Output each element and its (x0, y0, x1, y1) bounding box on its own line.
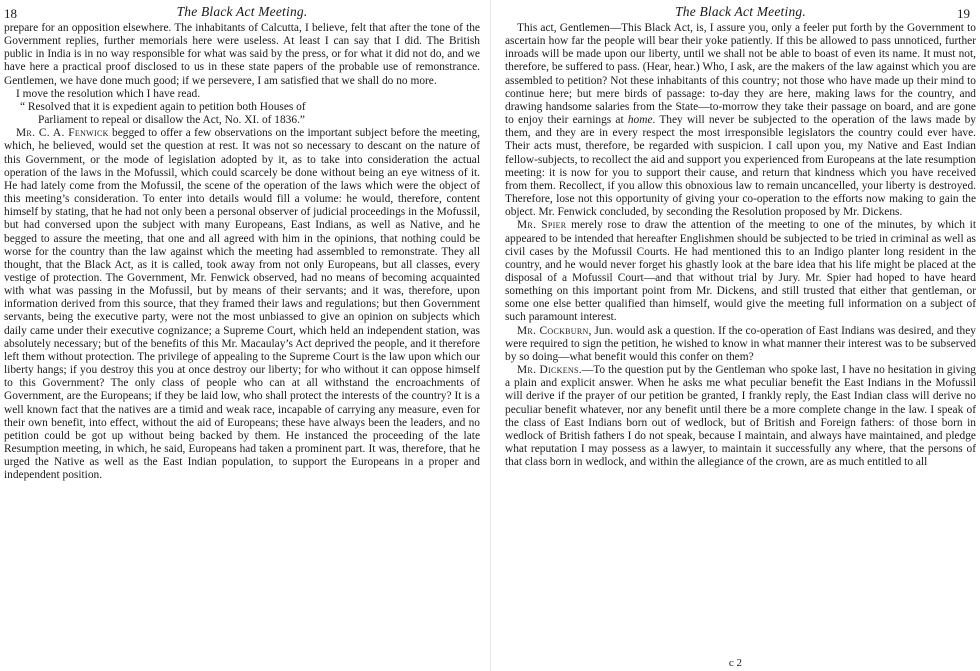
speech-text: , Jun. would ask a question. If the co-operation of East Indians was desired, and they were required to sign the petition, he wished to know in what manner their interest was to be subserved by so doing—what benefit would this confer on them? (505, 324, 976, 363)
signature-mark: c 2 (728, 657, 743, 669)
running-title: The Black Act Meeting. (176, 4, 308, 19)
cockburn-paragraph (505, 325, 976, 364)
emphasis: home (627, 114, 653, 127)
speaker-name: Mr. Cockburn (517, 324, 589, 337)
paragraph: prepare for an opposition elsewhere. The inhabitants of Calcutta, I believe, felt that after the tone of the Government replies, further memorials here were useless. At least I can say that I did. The British public in India is in no way responsible for what was said by the press, or for what it did not do, and we have here a practical proof disclosed to us in these state papers of the probable use of remonstrance. Gentlemen, we have done much good; if we persevere, I am satisfied that we shall do no more. (4, 22, 480, 87)
right-page-body (505, 22, 976, 483)
spacer (505, 469, 976, 483)
page-number: 18 (4, 6, 17, 21)
resolution-quote: Parliament to repeal or disallow the Act, No. XI. of 1836.” (38, 114, 305, 127)
speech-text: —To the question put by the Gentleman who spoke last, I have no hesitation in giving a plain and explicit answer. When he asks me what peculiar benefit the East Indians in the Mofussil will derive if the prayer of our petition be granted, I frankly reply, the East Indian class will derive no peculiar benefit whatever, nor any benefit until there be a more complete change in the law. I speak of the class of East Indians born out of wedlock, but of British and Foreign fathers: of those born in wedlock of British fathers I do not speak, because I maintain, and always have maintained, and pledge what reputation I may possess as a lawyer, to maintain it successfully any where, that the persons of that class born in wedlock, and within the allegiance of the crown, are as much entitled to all (505, 364, 976, 469)
fenwick-paragraph (4, 127, 480, 482)
running-title: The Black Act Meeting. (675, 4, 806, 19)
right-page (490, 0, 980, 671)
speech-text: This act, Gentlemen—This Black Act, is, I assure you, only a feeler put forth by the Government to ascertain how far the people will bear their yoke patiently. If this be allowed to pass unnoticed, further inroads will be made upon our liberty, until we shall not be able to boast of even its name. It must not, therefore, be suffered to pass. (Hear, hear.) Who, I ask, are the makers of the law against which you are assembled to petition? Not these inhabitants of this country; not those who have made up their mind to continue here; but mere birds of passage: to-day they are here, making laws for the country, and drawing handsome salaries from the State—to-morrow they take their passage on board, and are gone to enjoy their earnings at (505, 22, 976, 127)
right-page-header (505, 4, 976, 22)
page-number: 19 (957, 6, 970, 21)
paragraph: I move the resolution which I have read. (16, 87, 201, 100)
left-page-body (4, 22, 480, 482)
spier-paragraph (505, 219, 976, 324)
speaker-name: Mr. C. A. Fenwick (16, 127, 109, 140)
speech-text: begged to offer a few observations on the important subject before the meeting, which, he believed, would set the question at rest. It was not so necessary to descant on the nature of this Government, or the mode of legislation adopted by it, as to take into consideration the actual operation of the laws in the Mofussil, which could scarcely be done without being an eye witness of it. He had lately come from the Mofussil, the scene of the operation of the laws which were the object of this meeting’s consideration. To enter into details would fill a volume: he would, therefore, content himself by stating, that he had not only been a personal observer of judicial proceedings in the Mofussil, but had conversed upon the subject with many Europeans, East Indians, as well as Native, and he begged to assure the meeting, that one and all agreed with him in the opinions, that nothing could be worse for the country than the law against which the meeting had assembled to remonstrate. They all thought, that the Black Act, as it is called, took away from not only Europeans, but all classes, every vestige of protection. The Government, Mr. Fenwick observed, had no means of becoming acquainted with what was passing in the Mofussil, but by means of their servants; and it was, therefore, upon information derived from this source, that they framed their laws and regulations; but then Government servants, being the executive party, were not the most unbiassed to give an opinion on subjects which daily came under their executive cognizance; a Supreme Court, which held an independent station, was absolutely necessary; but of the benefits of this Mr. Macaulay’s Act deprived the people, and it therefore left them without protection. The privilege of appealing to the Supreme Court is the law upon which our liberty hangs; if you destroy this you at once destroy our liberty; for who without it can oppose himself to this Government? The only class of people who can at all withstand the encroachments of Government, are the Europeans; if they be laid low, who shall protect the interests of the country? It is a well known fact that the natives are a timid and weak race, incapable of carrying any measure, even for their own benefit, into effect, without the aid of Europeans; these have always been the leaders, and no petition could be got up without being backed by them. He instanced the proceeding of the late Resumption meeting, in which, he said, Europeans had taken a prominent part. It was, therefore, that he urged the Native as well as the East Indian population, to support the Europeans in a proper and independent position. (4, 127, 480, 482)
resolution-quote: “ Resolved that it is expedient again to petition both Houses of (20, 100, 306, 113)
speaker-name: Mr. Spier (517, 219, 567, 232)
dickens-paragraph (505, 364, 976, 469)
speech-text: . They will never be subjected to the operation of the laws made by them, and they are in every respect the most irresponsible legislators the country could ever have. Their acts must, therefore, be regarded with suspicion. I call upon you, my Native and East Indian fellow-subjects, to recollect the aid and support you experienced from Europeans at the late resumption meeting: it is now for you to support their cause, and return that kindness which you have received from them. Recollect, if you allow this obnoxious law to remain uncancelled, your liberty is destroyed. Therefore, lose not this opportunity of giving your co-operation to the efforts now making to gain the object. Mr. Fenwick concluded, by seconding the Resolution proposed by Mr. Dickens. (505, 114, 976, 219)
speaker-name: Mr. Dickens. (517, 364, 582, 377)
speech-text: merely rose to draw the attention of the meeting to one of the minutes, by which it appeared to be intended that hereafter Englishmen should be subjected to be tried in criminal as well as civil cases by the Mofussil Courts. He had mentioned this to an Indigo planter long resident in the country, and he would never forget his ghastly look at the bare idea that his life might be placed at the disposal of a Mofussil Court—and that without trial by Jury. Mr. Spier had hoped to have heard something on this important point from Mr. Dickens, and still trusted that either that gentleman, or some one else better qualified than himself, would give the meeting full information on a subject of such paramount interest. (505, 219, 976, 324)
paragraph (505, 22, 976, 219)
left-page-header (4, 4, 480, 22)
